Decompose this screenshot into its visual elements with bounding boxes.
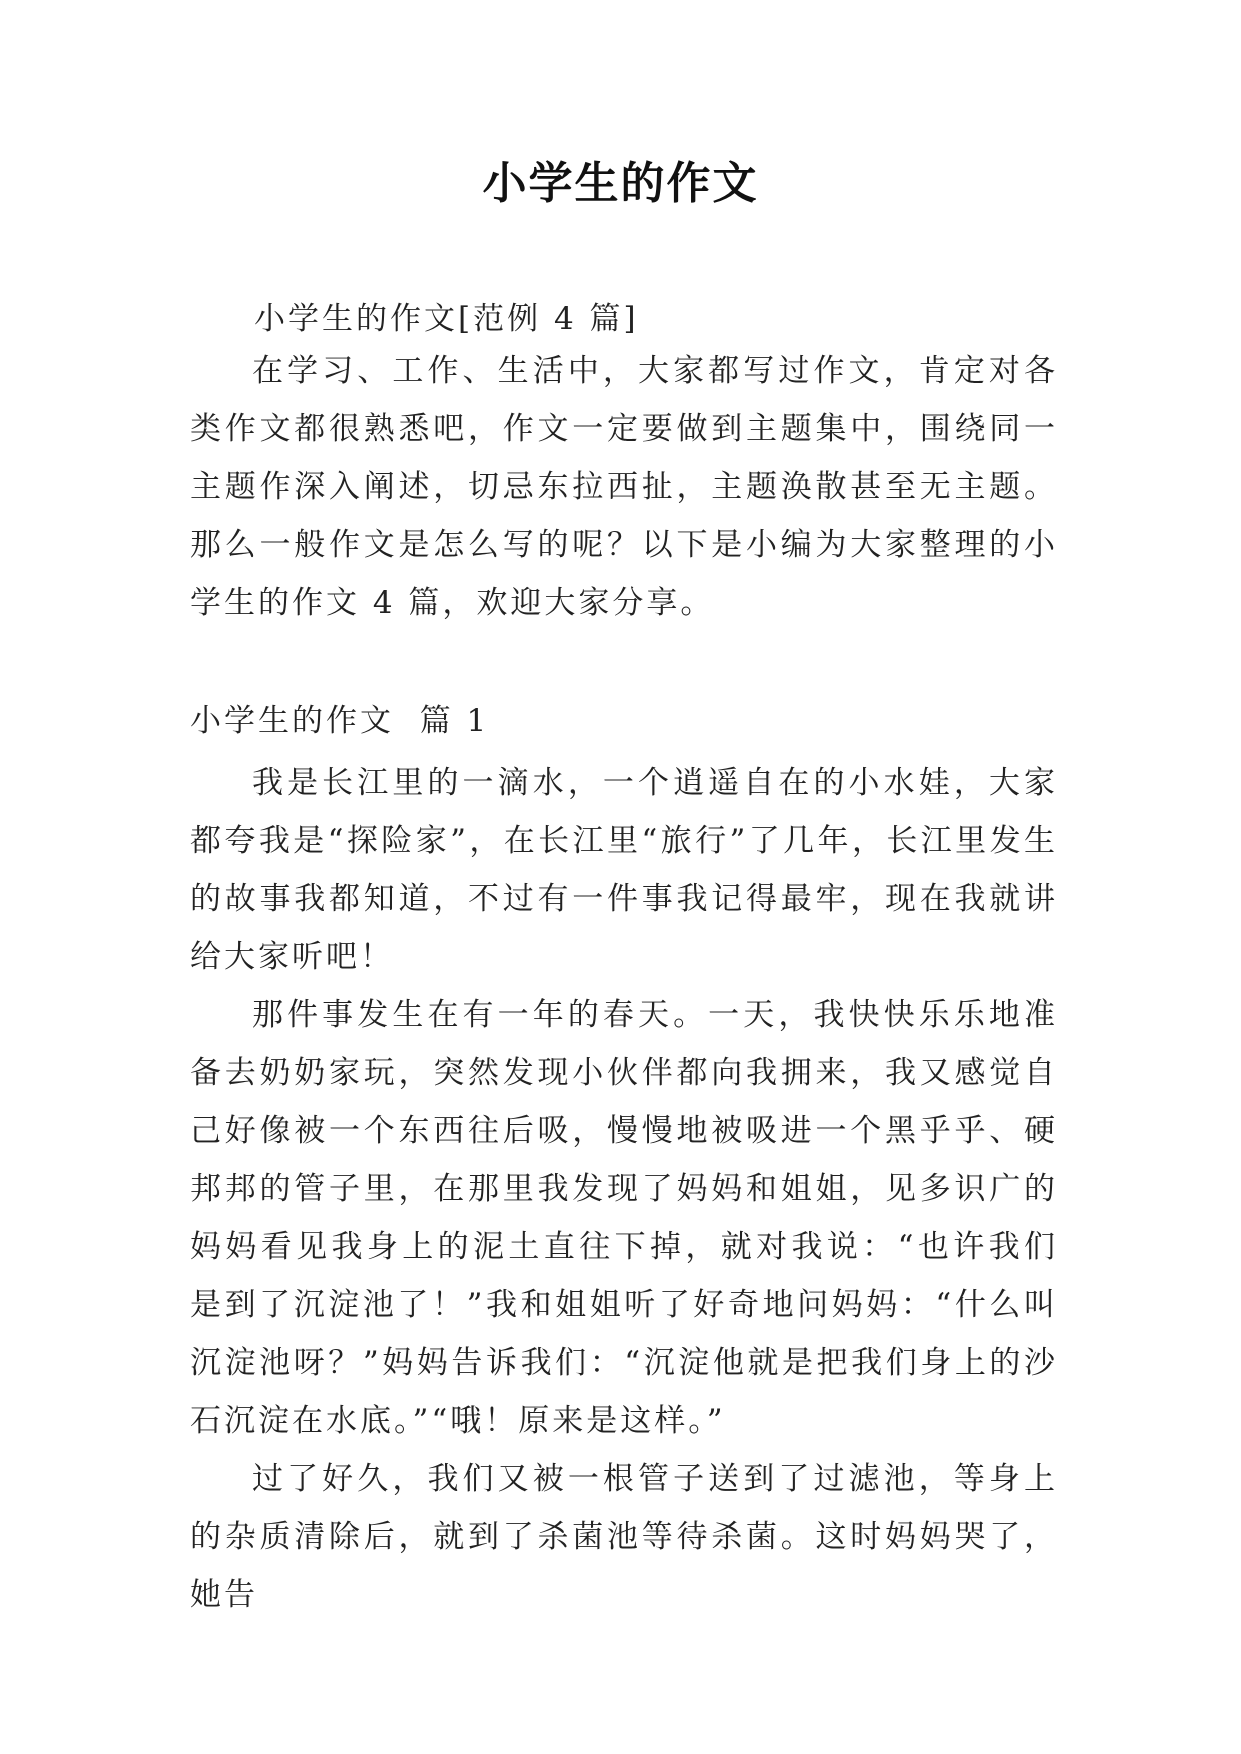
intro-paragraph: 在学习、工作、生活中，大家都写过作文，肯定对各类作文都很熟悉吧，作文一定要做到主题集中，围绕同一主题作深入阐述，切忌东拉西扯，主题涣散甚至无主题。那么一般作文是怎么写的呢？以下是小编为大家整理的小学生的作文 4 篇，欢迎大家分享。 bbox=[190, 353, 1058, 621]
document-title: 小学生的作文 bbox=[482, 158, 759, 209]
essay-paragraph: 我是长江里的一滴水，一个逍遥自在的小水娃，大家都夸我是“探险家”，在长江里“旅行”了几年，长江里发生的故事我都知道，不过有一件事我记得最牢，现在我就讲给大家听吧！ bbox=[190, 765, 1058, 975]
essay-body bbox=[190, 754, 1058, 1624]
intro-section bbox=[190, 342, 1058, 632]
essay-paragraph: 那件事发生在有一年的春天。一天，我快快乐乐地准备去奶奶家玩，突然发现小伙伴都向我拥来，我又感觉自己好像被一个东西往后吸，慢慢地被吸进一个黑乎乎、硬邦邦的管子里，在那里我发现了妈妈和姐姐，见多识广的妈妈看见我身上的泥土直往下掉，就对我说：“也许我们是到了沉淀池了！”我和姐姐听了好奇地问妈妈：“什么叫沉淀池呀？”妈妈告诉我们：“沉淀他就是把我们身上的沙石沉淀在水底。”“哦！原来是这样。” bbox=[190, 997, 1058, 1439]
essay-paragraph: 过了好久，我们又被一根管子送到了过滤池，等身上的杂质清除后，就到了杀菌池等待杀菌。这时妈妈哭了，她告 bbox=[190, 1461, 1058, 1613]
document-subtitle: 小学生的作文[范例 4 篇] bbox=[254, 301, 639, 337]
section-heading: 小学生的作文 篇 1 bbox=[190, 703, 490, 739]
